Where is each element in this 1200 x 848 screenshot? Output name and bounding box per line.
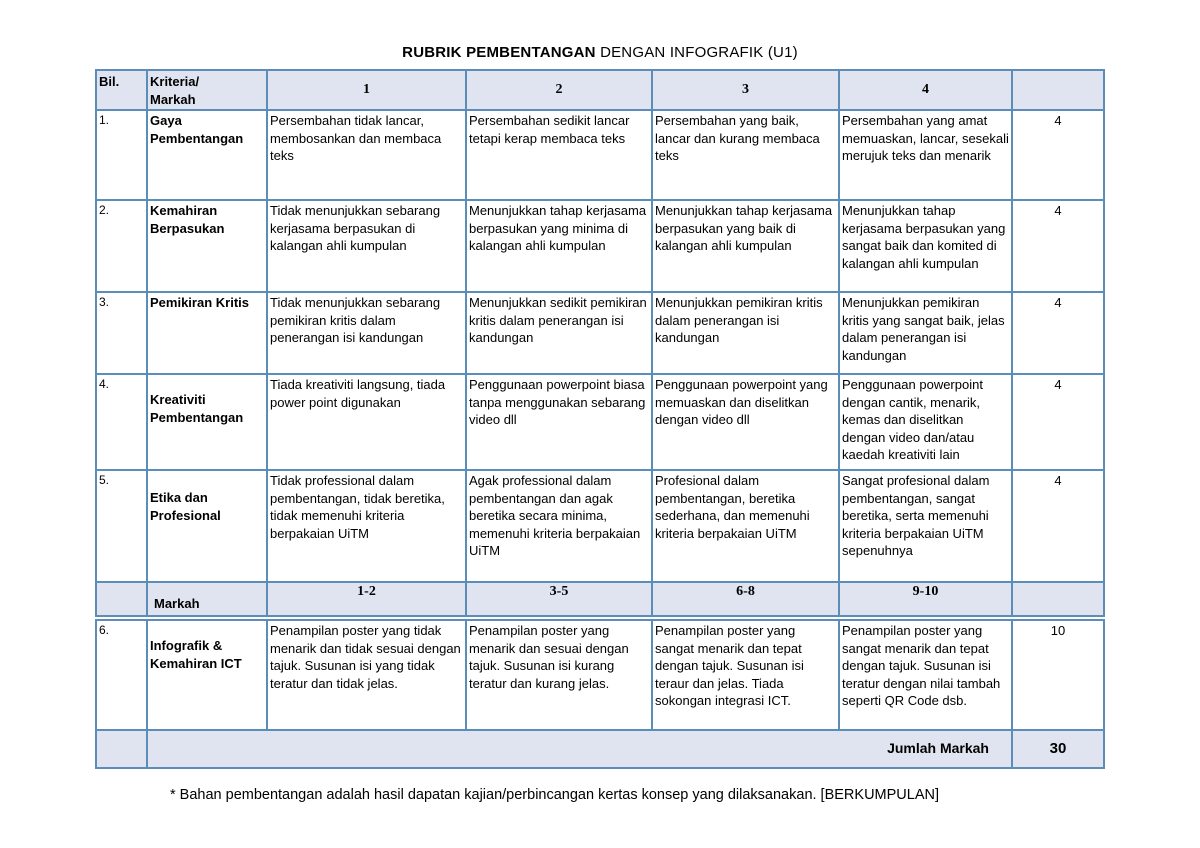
row-number: 4. (96, 374, 147, 470)
mark-value: 4 (1012, 374, 1104, 470)
table-row (96, 374, 1104, 470)
markah-range-3: 6-8 (652, 582, 839, 616)
header-row (96, 70, 1104, 110)
title-bold-part: RUBRIK PEMBENTANGAN (402, 44, 596, 61)
rubric-table (95, 69, 1105, 769)
table-row (96, 110, 1104, 200)
level-4-description: Menunjukkan tahap kerjasama berpasukan yang sangat baik dan komited di kalangan ahli kumpulan (839, 200, 1012, 292)
total-label: Jumlah Markah (147, 730, 1012, 768)
mark-value: 4 (1012, 110, 1104, 200)
level-3-description: Penampilan poster yang sangat menarik dan tepat dengan tajuk. Susunan isi teraur dan jelas. Tiada sokongan integrasi ICT. (652, 620, 839, 730)
level-2-description: Persembahan sedikit lancar tetapi kerap membaca teks (466, 110, 652, 200)
footnote: * Bahan pembentangan adalah hasil dapatan kajian/perbincangan kertas konsep yang dilaksanakan. [BERKUMPULAN] (170, 787, 940, 803)
criteria-label: Kemahiran Berpasukan (147, 200, 267, 292)
total-row (96, 730, 1104, 768)
level-1-description: Tiada kreativiti langsung, tiada power point digunakan (267, 374, 466, 470)
criteria-label: Kreativiti Pembentangan (147, 374, 267, 470)
criteria-label: Etika dan Profesional (147, 470, 267, 582)
table-row (96, 620, 1104, 730)
level-4-description: Sangat profesional dalam pembentangan, sangat beretika, serta memenuhi kriteria berpakaian UiTM sepenuhnya (839, 470, 1012, 582)
markah-empty-cell (96, 582, 147, 616)
level-2-description: Menunjukkan sedikit pemikiran kritis dalam penerangan isi kandungan (466, 292, 652, 374)
mark-value: 4 (1012, 470, 1104, 582)
level-1-description: Tidak menunjukkan sebarang pemikiran kritis dalam penerangan isi kandungan (267, 292, 466, 374)
level-1-description: Tidak professional dalam pembentangan, tidak beretika, tidak memenuhi kriteria berpakaian UiTM (267, 470, 466, 582)
level-4-description: Persembahan yang amat memuaskan, lancar, sesekali merujuk teks dan menarik (839, 110, 1012, 200)
header-level-4: 4 (839, 70, 1012, 110)
mark-value: 4 (1012, 200, 1104, 292)
markah-range-2: 3-5 (466, 582, 652, 616)
markah-row (96, 582, 1104, 616)
level-1-description: Tidak menunjukkan sebarang kerjasama berpasukan di kalangan ahli kumpulan (267, 200, 466, 292)
document-title (0, 44, 1200, 61)
total-value: 30 (1012, 730, 1104, 768)
level-1-description: Persembahan tidak lancar, membosankan dan membaca teks (267, 110, 466, 200)
criteria-label: Infografik & Kemahiran ICT (147, 620, 267, 730)
markah-range-4: 9-10 (839, 582, 1012, 616)
level-2-description: Penggunaan powerpoint biasa tanpa menggunakan sebarang video dll (466, 374, 652, 470)
row-number: 1. (96, 110, 147, 200)
row-number: 2. (96, 200, 147, 292)
level-3-description: Menunjukkan tahap kerjasama berpasukan yang baik di kalangan ahli kumpulan (652, 200, 839, 292)
mark-value: 10 (1012, 620, 1104, 730)
level-3-description: Persembahan yang baik, lancar dan kurang membaca teks (652, 110, 839, 200)
header-level-1: 1 (267, 70, 466, 110)
table-row (96, 200, 1104, 292)
header-kriteria: Kriteria/ Markah (147, 70, 267, 110)
level-4-description: Menunjukkan pemikiran kritis yang sangat baik, jelas dalam penerangan isi kandungan (839, 292, 1012, 374)
total-empty-cell (96, 730, 147, 768)
header-bil: Bil. (96, 70, 147, 110)
header-level-2: 2 (466, 70, 652, 110)
level-3-description: Menunjukkan pemikiran kritis dalam penerangan isi kandungan (652, 292, 839, 374)
header-mark (1012, 70, 1104, 110)
level-3-description: Penggunaan powerpoint yang memuaskan dan diselitkan dengan video dll (652, 374, 839, 470)
criteria-label: Gaya Pembentangan (147, 110, 267, 200)
level-2-description: Agak professional dalam pembentangan dan agak beretika secara minima, memenuhi kriteria berpakaian UiTM (466, 470, 652, 582)
level-4-description: Penampilan poster yang sangat menarik dan tepat dengan tajuk. Susunan isi teratur dengan nilai tambah seperti QR Code dsb. (839, 620, 1012, 730)
markah-label: Markah (147, 582, 267, 616)
criteria-label: Pemikiran Kritis (147, 292, 267, 374)
row-number: 5. (96, 470, 147, 582)
row-number: 3. (96, 292, 147, 374)
level-2-description: Penampilan poster yang menarik dan sesuai dengan tajuk. Susunan isi kurang teratur dan kurang jelas. (466, 620, 652, 730)
table-row (96, 292, 1104, 374)
level-3-description: Profesional dalam pembentangan, beretika sederhana, dan memenuhi kriteria berpakaian UiTM (652, 470, 839, 582)
markah-range-1: 1-2 (267, 582, 466, 616)
markah-mark-cell (1012, 582, 1104, 616)
level-2-description: Menunjukkan tahap kerjasama berpasukan yang minima di kalangan ahli kumpulan (466, 200, 652, 292)
level-1-description: Penampilan poster yang tidak menarik dan tidak sesuai dengan tajuk. Susunan isi yang tidak teratur dan tidak jelas. (267, 620, 466, 730)
row-number: 6. (96, 620, 147, 730)
table-row (96, 470, 1104, 582)
header-level-3: 3 (652, 70, 839, 110)
level-4-description: Penggunaan powerpoint dengan cantik, menarik, kemas dan diselitkan dengan video dan/atau kaedah kreativiti lain (839, 374, 1012, 470)
title-rest-part: DENGAN INFOGRAFIK (U1) (595, 44, 798, 61)
mark-value: 4 (1012, 292, 1104, 374)
